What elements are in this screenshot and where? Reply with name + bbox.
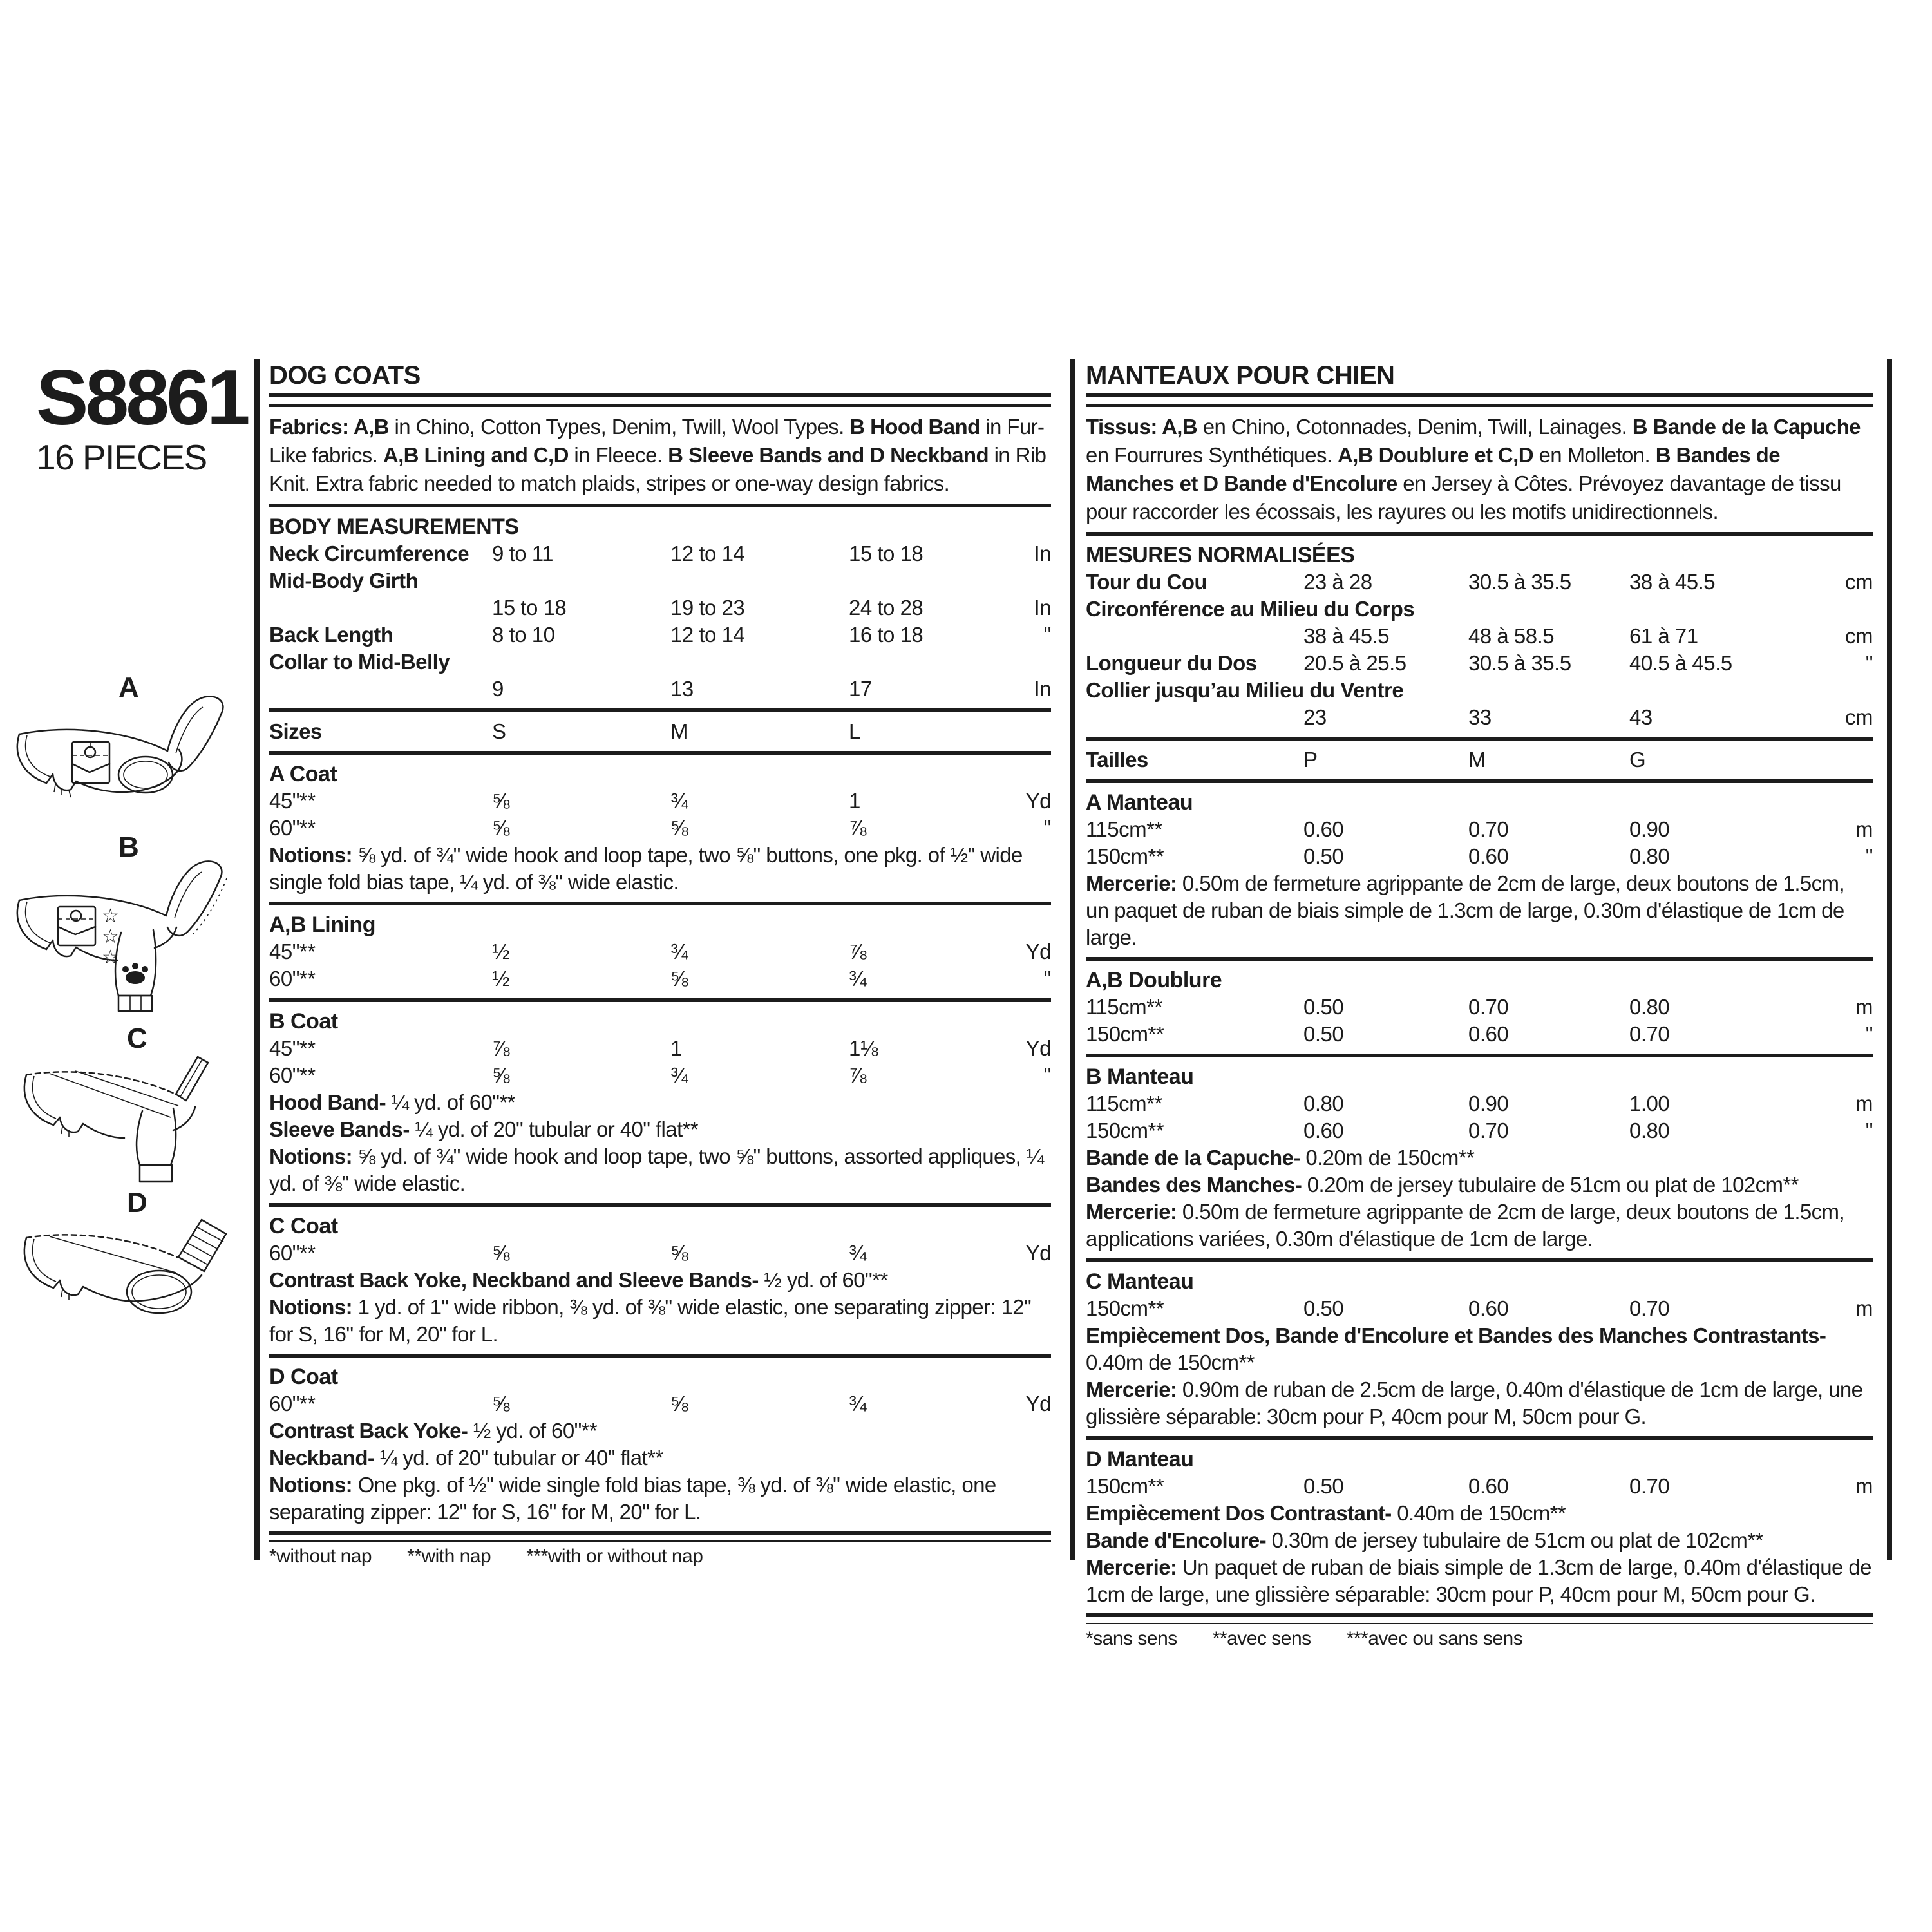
fr-b-manteau-mercerie: Mercerie: 0.50m de fermeture agrippante de 2cm de large, deux boutons de 1.5cm, applications variées, 0.30m d'élastique de 1cm de large. bbox=[1086, 1200, 1845, 1251]
row-label: 115cm** bbox=[1086, 817, 1162, 841]
row-label: Neck Circumference bbox=[269, 542, 469, 565]
row-label: 60"** bbox=[269, 967, 316, 990]
fr-c-manteau-heading: C Manteau bbox=[1086, 1269, 1194, 1294]
footnote-rule bbox=[269, 1531, 1051, 1542]
view-d-label: D bbox=[127, 1187, 147, 1218]
row-value-p: 0.60 bbox=[1303, 817, 1344, 841]
table-row bbox=[269, 965, 1051, 992]
table-row bbox=[1086, 677, 1873, 704]
row-value-m: 12 to 14 bbox=[670, 623, 745, 647]
row-label bbox=[1086, 704, 1303, 731]
column-divider-right bbox=[1887, 359, 1892, 1560]
row-value-p: 0.50 bbox=[1303, 1474, 1344, 1498]
section-rule bbox=[269, 902, 1051, 905]
section-rule bbox=[1086, 779, 1873, 783]
table-row bbox=[1086, 596, 1873, 623]
row-value-l: ⅞ bbox=[849, 816, 867, 840]
title-rule bbox=[269, 393, 1051, 407]
row-value-p bbox=[1303, 596, 1468, 623]
row-value-g: 0.70 bbox=[1629, 1296, 1670, 1320]
en-a-coat-heading: A Coat bbox=[269, 762, 337, 786]
row-value-g: 43 bbox=[1629, 705, 1653, 729]
row-value-l bbox=[849, 567, 1051, 594]
row-value-s: 9 to 11 bbox=[492, 542, 553, 565]
row-value-l: 15 to 18 bbox=[849, 542, 923, 565]
table-row bbox=[1086, 1021, 1873, 1048]
row-label: Back Length bbox=[269, 623, 393, 647]
section-rule bbox=[1086, 1258, 1873, 1262]
row-value-m: 0.70 bbox=[1468, 817, 1509, 841]
coat-view-b-figure bbox=[8, 829, 251, 1023]
en-d-coat-notions: Notions: One pkg. of ½" wide single fold bias tape, ⅜ yd. of ⅜" wide elastic, one separating zipper: 12" for S, 16" for M, 20" for L. bbox=[269, 1473, 996, 1524]
fr-d-manteau-empiecement: Empiècement Dos Contrastant- 0.40m de 150cm** bbox=[1086, 1501, 1566, 1525]
fr-b-manteau-bandes-manches: Bandes des Manches- 0.20m de jersey tubulaire de 51cm ou plat de 102cm** bbox=[1086, 1173, 1799, 1197]
row-unit: cm bbox=[1845, 705, 1873, 729]
sizes-row bbox=[269, 718, 1051, 745]
view-b-label: B bbox=[118, 831, 139, 863]
en-a-coat-notions: Notions: ⅝ yd. of ¾" wide hook and loop tape, two ⅝" buttons, one pkg. of ½" wide single fold bias tape, ¼ yd. of ⅜" wide elastic. bbox=[269, 843, 1023, 894]
row-value-s: ½ bbox=[492, 967, 510, 990]
row-value-l: ¾ bbox=[849, 1241, 867, 1265]
row-value-g: 0.70 bbox=[1629, 1022, 1670, 1046]
row-value-s: ⅞ bbox=[492, 1036, 510, 1060]
svg-text:☆: ☆ bbox=[102, 946, 119, 969]
footnote-avec-ou-sans-sens: ***avec ou sans sens bbox=[1346, 1628, 1523, 1649]
row-label bbox=[1086, 623, 1303, 650]
row-label: 150cm** bbox=[1086, 844, 1164, 868]
coat-view-c-figure bbox=[16, 1021, 242, 1185]
en-d-coat-neckband: Neckband- ¼ yd. of 20" tubular or 40" flat** bbox=[269, 1446, 663, 1470]
table-row bbox=[1086, 1090, 1873, 1117]
tailles-row bbox=[1086, 746, 1873, 773]
row-unit: cm bbox=[1845, 624, 1873, 648]
en-b-coat-hood-band: Hood Band- ¼ yd. of 60"** bbox=[269, 1090, 515, 1114]
row-value-m: 0.60 bbox=[1468, 844, 1509, 868]
row-value-s: ⅝ bbox=[492, 1392, 510, 1416]
row-value-p: 0.60 bbox=[1303, 1119, 1344, 1142]
table-row bbox=[1086, 623, 1873, 650]
footnote-sans-sens: *sans sens bbox=[1086, 1628, 1177, 1649]
fr-b-manteau-bande-capuche: Bande de la Capuche- 0.20m de 150cm** bbox=[1086, 1146, 1475, 1170]
en-footnotes bbox=[269, 1545, 1051, 1568]
view-a-label: A bbox=[118, 672, 139, 703]
row-value-m bbox=[670, 649, 849, 676]
fr-c-manteau-empiecement: Empiècement Dos, Bande d'Encolure et Bandes des Manches Contrastants- 0.40m de 150cm** bbox=[1086, 1323, 1826, 1374]
row-value-g: 40.5 à 45.5 bbox=[1629, 651, 1732, 675]
row-unit: Yd bbox=[1025, 940, 1051, 963]
row-value-m: 0.60 bbox=[1468, 1474, 1509, 1498]
section-rule bbox=[1086, 1436, 1873, 1440]
row-value-m: 1 bbox=[670, 1036, 682, 1060]
row-value-m bbox=[1468, 596, 1629, 623]
row-value-g: G bbox=[1629, 748, 1646, 772]
table-row bbox=[1086, 650, 1873, 677]
table-row bbox=[1086, 994, 1873, 1021]
en-b-coat-heading: B Coat bbox=[269, 1009, 338, 1034]
coat-view-d-figure bbox=[16, 1185, 242, 1333]
pieces-count: 16 PIECES bbox=[36, 437, 207, 477]
row-label bbox=[269, 594, 492, 621]
row-value-p: 20.5 à 25.5 bbox=[1303, 651, 1406, 675]
section-rule bbox=[1086, 957, 1873, 961]
row-value-m: 0.70 bbox=[1468, 1119, 1509, 1142]
pattern-number: S8861 bbox=[36, 354, 247, 441]
row-value-g: 0.80 bbox=[1629, 1119, 1670, 1142]
row-label: 150cm** bbox=[1086, 1474, 1164, 1498]
section-rule bbox=[269, 708, 1051, 712]
fr-ab-doublure-heading: A,B Doublure bbox=[1086, 968, 1222, 992]
table-row bbox=[1086, 704, 1873, 731]
row-value-l: L bbox=[849, 719, 860, 743]
row-unit: " bbox=[1865, 844, 1873, 868]
french-column bbox=[1086, 361, 1873, 1651]
row-value-g bbox=[1629, 677, 1873, 704]
fr-a-manteau-heading: A Manteau bbox=[1086, 790, 1193, 815]
section-rule bbox=[269, 751, 1051, 755]
row-label bbox=[269, 676, 492, 703]
fr-d-manteau-mercerie: Mercerie: Un paquet de ruban de biais simple de 1.3cm de large, 0.40m d'élastique de 1cm de large, une glissière séparable: 30cm pour P, 40cm pour M, 50cm pour G. bbox=[1086, 1555, 1871, 1606]
table-row bbox=[269, 938, 1051, 965]
row-value-m: 0.60 bbox=[1468, 1022, 1509, 1046]
row-value-p: 23 bbox=[1303, 705, 1327, 729]
row-value-m: 30.5 à 35.5 bbox=[1468, 570, 1571, 594]
english-column bbox=[269, 361, 1051, 1568]
row-value-m: 30.5 à 35.5 bbox=[1468, 651, 1571, 675]
row-label: 150cm** bbox=[1086, 1119, 1164, 1142]
table-row bbox=[269, 540, 1051, 567]
footnote-avec-sens: **avec sens bbox=[1212, 1628, 1311, 1649]
row-unit: m bbox=[1855, 817, 1873, 841]
table-row bbox=[1086, 569, 1873, 596]
column-divider-middle bbox=[1070, 359, 1075, 1560]
row-unit: In bbox=[1034, 677, 1051, 701]
svg-text:☆: ☆ bbox=[102, 905, 119, 927]
table-row bbox=[269, 649, 1051, 676]
row-value-m: ⅝ bbox=[670, 1241, 688, 1265]
table-row bbox=[1086, 1117, 1873, 1144]
column-divider-left bbox=[254, 359, 260, 1560]
row-label: 60"** bbox=[269, 1063, 316, 1087]
row-unit: " bbox=[1043, 1063, 1051, 1087]
footnote-rule bbox=[1086, 1613, 1873, 1624]
fr-c-manteau-mercerie: Mercerie: 0.90m de ruban de 2.5cm de large, 0.40m d'élastique de 1cm de large, une glissière séparable: 30cm pour P, 40cm pour M, 50cm pour G. bbox=[1086, 1378, 1863, 1428]
row-label: Tour du Cou bbox=[1086, 570, 1208, 594]
row-value-m: 12 to 14 bbox=[670, 542, 745, 565]
row-value-p: 0.50 bbox=[1303, 1296, 1344, 1320]
row-value-p: 0.80 bbox=[1303, 1092, 1344, 1115]
row-value-s: 8 to 10 bbox=[492, 623, 555, 647]
section-rule bbox=[269, 1203, 1051, 1207]
section-rule bbox=[269, 1354, 1051, 1358]
row-unit: m bbox=[1855, 1474, 1873, 1498]
table-row bbox=[269, 788, 1051, 815]
row-value-p bbox=[1303, 677, 1468, 704]
row-value-p: 0.50 bbox=[1303, 844, 1344, 868]
row-value-l: 17 bbox=[849, 677, 872, 701]
row-value-m: 19 to 23 bbox=[670, 596, 745, 620]
coat-c-illustration bbox=[16, 1041, 242, 1184]
row-value-m: 48 à 58.5 bbox=[1468, 624, 1555, 648]
table-row bbox=[269, 1062, 1051, 1089]
row-value-m: ¾ bbox=[670, 1063, 688, 1087]
coat-d-illustration bbox=[16, 1206, 242, 1334]
row-label: 60"** bbox=[269, 816, 316, 840]
row-unit: Yd bbox=[1025, 1036, 1051, 1060]
row-label: 115cm** bbox=[1086, 1092, 1162, 1115]
row-value-g: 38 à 45.5 bbox=[1629, 570, 1716, 594]
row-value-s: ⅝ bbox=[492, 1241, 510, 1265]
row-label: Collar to Mid-Belly bbox=[269, 650, 450, 674]
row-value-g: 0.80 bbox=[1629, 995, 1670, 1019]
table-row bbox=[269, 567, 1051, 594]
row-unit: cm bbox=[1845, 570, 1873, 594]
row-label: Mid-Body Girth bbox=[269, 569, 419, 592]
table-row bbox=[1086, 843, 1873, 870]
table-row bbox=[1086, 1295, 1873, 1322]
row-value-m: ⅝ bbox=[670, 816, 688, 840]
en-title: DOG COATS bbox=[269, 361, 421, 390]
row-unit: " bbox=[1043, 816, 1051, 840]
coat-view-a-figure bbox=[8, 670, 251, 828]
row-label: 60"** bbox=[269, 1392, 316, 1416]
row-value-s bbox=[492, 567, 670, 594]
row-value-s bbox=[492, 649, 670, 676]
table-row bbox=[269, 621, 1051, 649]
row-value-g: 0.70 bbox=[1629, 1474, 1670, 1498]
row-unit: In bbox=[1034, 596, 1051, 620]
row-value-l: 24 to 28 bbox=[849, 596, 923, 620]
fr-b-manteau-heading: B Manteau bbox=[1086, 1065, 1194, 1089]
row-value-m bbox=[1468, 677, 1629, 704]
row-label: Collier jusqu’au Milieu du Ventre bbox=[1086, 678, 1404, 702]
fr-d-manteau-bande-encolure: Bande d'Encolure- 0.30m de jersey tubulaire de 51cm ou plat de 102cm** bbox=[1086, 1528, 1763, 1552]
row-value-l: ¾ bbox=[849, 1392, 867, 1416]
section-rule bbox=[1086, 532, 1873, 536]
en-body-measurements-heading: BODY MEASUREMENTS bbox=[269, 515, 519, 539]
en-b-coat-sleeve-bands: Sleeve Bands- ¼ yd. of 20" tubular or 40" flat** bbox=[269, 1117, 699, 1141]
row-value-s: ⅝ bbox=[492, 1063, 510, 1087]
row-label: 45"** bbox=[269, 1036, 316, 1060]
row-value-l: 1 bbox=[849, 789, 860, 813]
row-value-m: M bbox=[1468, 748, 1486, 772]
coat-b-illustration bbox=[8, 850, 251, 1023]
row-label: Circonférence au Milieu du Corps bbox=[1086, 597, 1415, 621]
section-rule bbox=[1086, 737, 1873, 741]
row-label: 45"** bbox=[269, 789, 316, 813]
footnote-with-nap: **with nap bbox=[407, 1546, 491, 1567]
row-unit: " bbox=[1043, 623, 1051, 647]
en-c-coat-contrast: Contrast Back Yoke, Neckband and Sleeve Bands- ½ yd. of 60"** bbox=[269, 1268, 888, 1292]
row-unit: Yd bbox=[1025, 1392, 1051, 1416]
section-rule bbox=[1086, 1054, 1873, 1057]
row-label: 150cm** bbox=[1086, 1296, 1164, 1320]
row-value-m: 33 bbox=[1468, 705, 1492, 729]
row-value-p: 38 à 45.5 bbox=[1303, 624, 1390, 648]
row-value-p: 0.50 bbox=[1303, 1022, 1344, 1046]
fr-mesures-heading: MESURES NORMALISÉES bbox=[1086, 543, 1355, 567]
row-value-s: ⅝ bbox=[492, 816, 510, 840]
row-value-p: 0.50 bbox=[1303, 995, 1344, 1019]
row-value-s: S bbox=[492, 719, 506, 743]
table-row bbox=[269, 676, 1051, 703]
table-row bbox=[269, 594, 1051, 621]
row-value-m: ¾ bbox=[670, 940, 688, 963]
row-value-g: 0.90 bbox=[1629, 817, 1670, 841]
en-fabrics-paragraph: Fabrics: A,B in Chino, Cotton Types, Denim, Twill, Wool Types. B Hood Band in Fur-Like fabrics. A,B Lining and C,D in Fleece. B Sleeve Bands and D Neckband in Rib Knit. Extra fabric needed to match plaids, stripes or one-way design fabrics. bbox=[269, 415, 1046, 495]
row-value-g: 1.00 bbox=[1629, 1092, 1670, 1115]
footnote-without-nap: *without nap bbox=[269, 1546, 372, 1567]
table-row bbox=[269, 815, 1051, 842]
svg-text:☆: ☆ bbox=[102, 925, 119, 948]
row-value-m: 0.90 bbox=[1468, 1092, 1509, 1115]
row-value-s: ½ bbox=[492, 940, 510, 963]
fr-title: MANTEAUX POUR CHIEN bbox=[1086, 361, 1395, 390]
row-value-s: 9 bbox=[492, 677, 504, 701]
en-d-coat-contrast-yoke: Contrast Back Yoke- ½ yd. of 60"** bbox=[269, 1419, 598, 1443]
fr-d-manteau-heading: D Manteau bbox=[1086, 1447, 1194, 1472]
row-value-l: ¾ bbox=[849, 967, 867, 990]
row-unit: Yd bbox=[1025, 789, 1051, 813]
row-value-m: 0.70 bbox=[1468, 995, 1509, 1019]
row-unit: In bbox=[1034, 542, 1051, 565]
row-unit: " bbox=[1865, 1119, 1873, 1142]
fr-footnotes bbox=[1086, 1627, 1873, 1651]
section-rule bbox=[269, 998, 1051, 1002]
section-rule bbox=[269, 504, 1051, 507]
en-ab-lining-heading: A,B Lining bbox=[269, 913, 375, 937]
row-label: Tailles bbox=[1086, 748, 1148, 772]
row-unit: Yd bbox=[1025, 1241, 1051, 1265]
row-value-l: ⅞ bbox=[849, 1063, 867, 1087]
en-b-coat-notions: Notions: ⅝ yd. of ¾" wide hook and loop tape, two ⅝" buttons, assorted appliques, ¼ yd. of ⅜" wide elastic. bbox=[269, 1144, 1044, 1195]
row-unit: m bbox=[1855, 1296, 1873, 1320]
en-c-coat-notions: Notions: 1 yd. of 1" wide ribbon, ⅜ yd. of ⅜" wide elastic, one separating zipper: 12" for S, 16" for M, 20" for L. bbox=[269, 1295, 1032, 1346]
row-value-g bbox=[1629, 596, 1873, 623]
row-value-p: 23 à 28 bbox=[1303, 570, 1372, 594]
title-rule bbox=[1086, 393, 1873, 407]
row-unit: " bbox=[1043, 967, 1051, 990]
row-unit: m bbox=[1855, 1092, 1873, 1115]
row-value-p: P bbox=[1303, 748, 1318, 772]
row-value-m: ⅝ bbox=[670, 967, 688, 990]
row-unit: " bbox=[1865, 1022, 1873, 1046]
fr-a-manteau-mercerie: Mercerie: 0.50m de fermeture agrippante de 2cm de large, deux boutons de 1.5cm, un paquet de ruban de biais simple de 1.3cm de large, 0.30m d'élastique de 1cm de large. bbox=[1086, 871, 1845, 949]
row-value-m: ⅝ bbox=[670, 1392, 688, 1416]
row-value-g: 61 à 71 bbox=[1629, 624, 1698, 648]
row-value-l bbox=[849, 649, 1051, 676]
row-value-s: 15 to 18 bbox=[492, 596, 567, 620]
fr-tissus-paragraph: Tissus: A,B en Chino, Cotonnades, Denim, Twill, Lainages. B Bande de la Capuche en Fourrures Synthétiques. A,B Doublure et C,D en Molleton. B Bandes de Manches et D Bande d'Encolure en Jersey à Côtes. Prévoyez davantage de tissu pour raccorder les écossais, les rayures ou les motifs unidirectionnels. bbox=[1086, 415, 1861, 524]
row-value-s: ⅝ bbox=[492, 789, 510, 813]
row-value-m: 13 bbox=[670, 677, 694, 701]
row-value-m: M bbox=[670, 719, 688, 743]
row-label: 115cm** bbox=[1086, 995, 1162, 1019]
table-row bbox=[269, 1240, 1051, 1267]
row-label: Longueur du Dos bbox=[1086, 651, 1257, 675]
en-c-coat-heading: C Coat bbox=[269, 1214, 338, 1238]
coat-a-illustration bbox=[8, 690, 251, 826]
row-label: 45"** bbox=[269, 940, 316, 963]
row-value-l: 1⅛ bbox=[849, 1036, 878, 1060]
row-value-l: ⅞ bbox=[849, 940, 867, 963]
row-value-m: 0.60 bbox=[1468, 1296, 1509, 1320]
row-label: Sizes bbox=[269, 719, 322, 743]
brand-block bbox=[36, 354, 249, 477]
row-value-m bbox=[670, 567, 849, 594]
table-row bbox=[1086, 1473, 1873, 1500]
row-label: 60"** bbox=[269, 1241, 316, 1265]
row-value-m: ¾ bbox=[670, 789, 688, 813]
table-row bbox=[1086, 816, 1873, 843]
footnote-with-or-without-nap: ***with or without nap bbox=[526, 1546, 703, 1567]
row-label: 150cm** bbox=[1086, 1022, 1164, 1046]
table-row bbox=[269, 1035, 1051, 1062]
view-c-label: C bbox=[127, 1023, 147, 1054]
row-unit: m bbox=[1855, 995, 1873, 1019]
row-value-g: 0.80 bbox=[1629, 844, 1670, 868]
table-row bbox=[269, 1390, 1051, 1417]
row-unit: " bbox=[1865, 651, 1873, 675]
row-value-l: 16 to 18 bbox=[849, 623, 923, 647]
en-d-coat-heading: D Coat bbox=[269, 1365, 338, 1389]
